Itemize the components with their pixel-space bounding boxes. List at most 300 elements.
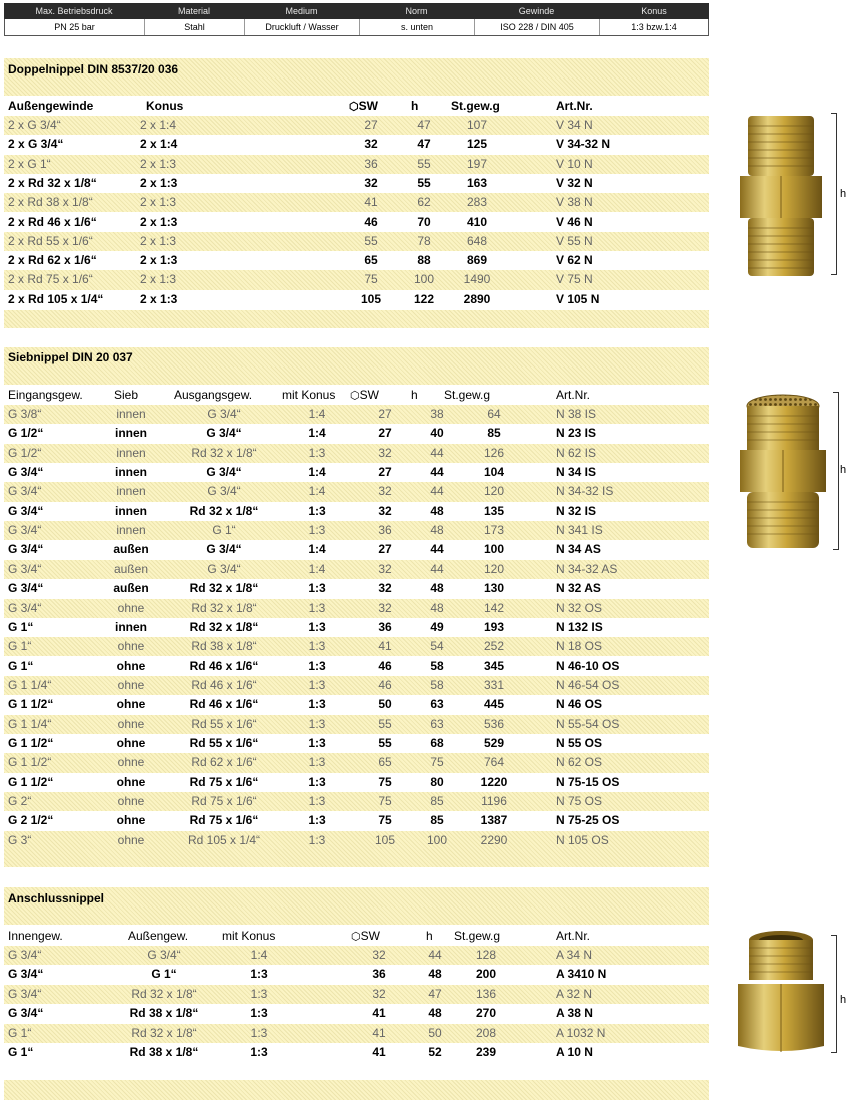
table-cell: 1:3 <box>308 639 326 654</box>
spec-values-row <box>4 19 709 36</box>
table-cell: 135 <box>483 503 505 518</box>
table-cell: ohne <box>116 697 146 712</box>
table-cell: 32 <box>378 445 392 460</box>
table-cell: G 2 1/2“ <box>8 813 54 828</box>
table-cell: 85 <box>430 794 444 808</box>
table-row <box>4 831 709 850</box>
table-cell: 58 <box>430 677 444 692</box>
table-cell: 48 <box>430 523 444 538</box>
table-cell: 44 <box>430 445 444 460</box>
table-cell: 1:4 <box>308 465 326 480</box>
table-cell: 55 <box>378 716 392 731</box>
table-row <box>4 521 709 540</box>
table-cell: G 3/4“ <box>206 465 242 480</box>
table-row <box>4 155 709 174</box>
table-cell: 47 <box>428 986 442 1001</box>
table-cell: 1:3 <box>308 794 326 808</box>
table-cell: G 3/4“ <box>8 503 44 518</box>
table-cell: Rd 55 x 1/6“ <box>191 716 257 731</box>
table-cell: 2 x 1:4 <box>140 137 178 152</box>
table-cell: 239 <box>475 1045 497 1059</box>
col-header-sw: ⬡SW <box>350 388 379 402</box>
col-header: h <box>411 388 418 402</box>
table-cell: 41 <box>364 195 378 210</box>
table-cell: innen <box>116 484 146 499</box>
table-cell: V 46 N <box>556 214 593 229</box>
table-cell: 105 <box>360 291 382 306</box>
table-cell: innen <box>115 619 147 634</box>
table-cell: 445 <box>483 697 505 712</box>
col-header: Sieb <box>114 388 139 402</box>
table-cell: N 55 OS <box>556 735 603 750</box>
table-row <box>4 424 709 443</box>
table-cell: 27 <box>364 118 378 132</box>
table-cell: 65 <box>378 755 392 770</box>
table-cell: 44 <box>430 465 444 480</box>
table-cell: 1:3 <box>250 1045 268 1059</box>
table-cell: 1:3 <box>308 774 326 789</box>
table-cell: 200 <box>475 967 497 982</box>
table-cell: A 32 N <box>556 986 593 1001</box>
table-cell: 49 <box>430 619 444 634</box>
spec-header-medium: Medium <box>285 6 318 16</box>
table-cell: 105 <box>374 832 396 847</box>
spec-value-norm: s. unten <box>360 19 475 35</box>
table-cell: 193 <box>483 619 505 634</box>
table-cell: 2 x 1:4 <box>140 118 177 132</box>
section-title-anschlussnippel: Anschlussnippel <box>8 891 105 905</box>
table-cell: N 34-32 IS <box>556 484 614 499</box>
col-header-sw: ⬡SW <box>351 929 380 943</box>
table-cell: A 10 N <box>556 1045 593 1059</box>
table-cell: G 1“ <box>8 619 34 634</box>
table-cell: 85 <box>430 813 444 828</box>
table-cell: N 46 OS <box>556 697 603 712</box>
section-band <box>4 887 709 907</box>
table-cell: 764 <box>483 755 505 770</box>
table-cell: G 3/4“ <box>8 465 44 480</box>
table-cell: 65 <box>364 253 378 268</box>
table-cell: G 1/2“ <box>8 445 42 460</box>
table-cell: 2 x Rd 46 x 1/6“ <box>8 214 97 229</box>
table-cell: 32 <box>364 137 378 152</box>
table-cell: 36 <box>364 156 378 171</box>
table-cell: 48 <box>428 967 442 982</box>
table-cell: 1196 <box>481 794 507 808</box>
table-row <box>4 405 709 424</box>
table-cell: innen <box>116 407 146 421</box>
section-band <box>4 78 709 96</box>
table-cell: 1490 <box>463 272 491 287</box>
table-cell: G 3/8“ <box>8 407 42 421</box>
table-cell: 1:4 <box>308 407 326 421</box>
table-cell: V 38 N <box>556 195 593 210</box>
table-cell: Rd 38 x 1/8“ <box>129 1006 199 1021</box>
table-cell: 130 <box>483 581 505 596</box>
table-cell: 1:3 <box>308 716 326 731</box>
col-header-sw: ⬡SW <box>349 99 378 113</box>
col-header: Art.Nr. <box>556 99 593 113</box>
table-cell: G 3“ <box>8 832 32 847</box>
table-cell: 41 <box>378 639 392 654</box>
table-cell: 2 x G 3/4“ <box>8 137 64 152</box>
table-cell: G 3/4“ <box>147 948 181 962</box>
table-cell: 1:3 <box>308 677 326 692</box>
table-cell: 1387 <box>480 813 508 828</box>
height-dimension-line <box>830 935 837 1053</box>
table-row <box>4 946 709 965</box>
table-cell: V 55 N <box>556 233 593 248</box>
table-row <box>4 811 709 830</box>
table-row <box>4 193 709 212</box>
table-cell: 27 <box>378 465 392 480</box>
table-cell: 1:3 <box>250 986 268 1001</box>
table-cell: 1:3 <box>308 697 326 712</box>
table-cell: N 75-15 OS <box>556 774 620 789</box>
table-cell: G 3/4“ <box>8 542 44 557</box>
table-cell: Rd 46 x 1/6“ <box>189 697 259 712</box>
spec-value-material: Stahl <box>145 19 245 35</box>
table-cell: 1:3 <box>308 619 326 634</box>
table-row <box>4 1004 709 1023</box>
height-label: h <box>840 188 847 200</box>
anschluss-table-header <box>4 929 709 947</box>
table-cell: 88 <box>417 253 431 268</box>
table-cell: 1:4 <box>250 948 268 962</box>
table-cell: 2 x Rd 55 x 1/6“ <box>8 233 93 248</box>
table-cell: G 3/4“ <box>207 561 241 576</box>
spec-header-material: Material <box>177 6 210 16</box>
table-row <box>4 734 709 753</box>
table-cell: 2 x 1:3 <box>140 253 178 268</box>
table-cell: 75 <box>430 755 444 770</box>
table-cell: G 1 1/2“ <box>8 755 52 770</box>
table-cell: 2 x Rd 62 x 1/6“ <box>8 253 97 268</box>
table-cell: A 1032 N <box>556 1025 606 1040</box>
table-cell: G 3/4“ <box>8 1006 44 1021</box>
table-cell: 2 x G 1“ <box>8 156 51 171</box>
table-cell: N 55-54 OS <box>556 716 620 731</box>
table-row <box>4 174 709 193</box>
table-cell: 120 <box>483 561 505 576</box>
table-cell: N 18 OS <box>556 639 603 654</box>
table-cell: ohne <box>117 716 145 731</box>
table-cell: G 3/4“ <box>207 407 241 421</box>
table-row <box>4 637 709 656</box>
spec-header-cone: Konus <box>641 6 667 16</box>
table-cell: 1220 <box>480 774 508 789</box>
table-cell: Rd 32 x 1/8“ <box>191 445 257 460</box>
table-row <box>4 213 709 232</box>
doppel-table-header <box>4 99 709 117</box>
table-cell: 173 <box>483 523 505 538</box>
table-cell: N 46-10 OS <box>556 658 620 673</box>
table-cell: 62 <box>417 195 431 210</box>
table-cell: 869 <box>466 253 488 268</box>
col-header: Art.Nr. <box>556 388 591 402</box>
table-row <box>4 579 709 598</box>
table-cell: 120 <box>483 484 505 499</box>
table-cell: 197 <box>466 156 488 171</box>
anschlussnippel-photo <box>734 928 828 1058</box>
section-band <box>4 907 709 925</box>
table-cell: 63 <box>430 716 444 731</box>
table-cell: Rd 46 x 1/6“ <box>191 677 257 692</box>
table-cell: 128 <box>475 948 497 962</box>
table-row <box>4 965 709 984</box>
hexagon-icon: ⬡ <box>349 101 359 113</box>
table-cell: innen <box>115 503 147 518</box>
col-header: Innengew. <box>8 929 63 943</box>
table-cell: 136 <box>475 986 497 1001</box>
table-cell: G 3/4“ <box>206 542 242 557</box>
table-cell: 2 x Rd 38 x 1/8“ <box>8 195 93 210</box>
table-cell: 80 <box>430 774 444 789</box>
table-cell: 142 <box>483 600 505 615</box>
table-row <box>4 792 709 811</box>
table-cell: 41 <box>372 1025 386 1040</box>
table-cell: 38 <box>430 407 444 421</box>
table-cell: N 34-32 AS <box>556 561 618 576</box>
table-cell: 36 <box>372 967 386 982</box>
table-row <box>4 270 709 289</box>
table-cell: N 105 OS <box>556 832 609 847</box>
spec-header-table <box>4 3 709 37</box>
col-header: St.gew.g <box>444 388 491 402</box>
table-row <box>4 444 709 463</box>
table-cell: 48 <box>430 503 444 518</box>
table-cell: 100 <box>426 832 448 847</box>
table-cell: V 10 N <box>556 156 593 171</box>
spec-header-pressure: Max. Betriebsdruck <box>35 6 113 16</box>
sieb-table-header <box>4 388 709 406</box>
table-cell: 1:3 <box>308 523 326 538</box>
table-cell: 1:4 <box>308 561 326 576</box>
table-cell: N 75-25 OS <box>556 813 620 828</box>
section-title-doppelnippel: Doppelnippel DIN 8537/20 036 <box>8 62 179 76</box>
table-row <box>4 618 709 637</box>
col-header: h <box>426 929 433 943</box>
table-cell: 1:3 <box>308 581 326 596</box>
table-cell: 32 <box>364 175 378 190</box>
table-cell: 36 <box>378 523 392 538</box>
table-cell: N 38 IS <box>556 407 597 421</box>
table-row <box>4 251 709 270</box>
table-cell: V 32 N <box>556 175 593 190</box>
table-cell: 32 <box>378 484 392 499</box>
table-cell: 46 <box>378 658 392 673</box>
section-band <box>4 1080 709 1100</box>
table-row <box>4 482 709 501</box>
table-cell: 36 <box>378 619 392 634</box>
table-cell: G 1 1/4“ <box>8 716 52 731</box>
table-cell: 52 <box>428 1045 442 1059</box>
table-cell: 32 <box>378 503 392 518</box>
table-cell: ohne <box>117 600 145 615</box>
table-cell: Rd 75 x 1/6“ <box>189 813 259 828</box>
table-cell: 27 <box>378 407 392 421</box>
table-cell: Rd 32 x 1/8“ <box>191 600 257 615</box>
table-cell: 125 <box>466 137 488 152</box>
table-cell: 2 x 1:3 <box>140 195 177 210</box>
table-cell: ohne <box>117 677 145 692</box>
table-cell: N 32 OS <box>556 600 603 615</box>
spec-value-medium: Druckluft / Wasser <box>245 19 360 35</box>
table-cell: 2 x Rd 105 x 1/4“ <box>8 291 104 306</box>
table-cell: Rd 75 x 1/6“ <box>189 774 259 789</box>
table-cell: ohne <box>117 755 145 770</box>
table-cell: N 46-54 OS <box>556 677 620 692</box>
table-cell: 44 <box>430 542 444 557</box>
hexagon-icon: ⬡ <box>351 931 361 943</box>
table-cell: Rd 32 x 1/8“ <box>131 986 197 1001</box>
table-cell: 107 <box>466 118 488 132</box>
section-band <box>4 367 709 385</box>
table-cell: ohne <box>117 794 145 808</box>
section-title-siebnippel: Siebnippel DIN 20 037 <box>8 350 133 364</box>
table-cell: 55 <box>364 233 378 248</box>
table-cell: 2 x 1:3 <box>140 214 178 229</box>
spec-value-thread: ISO 228 / DIN 405 <box>475 19 600 35</box>
table-cell: G 1 1/2“ <box>8 735 54 750</box>
table-cell: G 1“ <box>151 967 177 982</box>
col-header: mit Konus <box>222 929 276 943</box>
table-cell: G 3/4“ <box>8 967 44 982</box>
table-cell: außen <box>113 542 149 557</box>
table-cell: 2 x 1:3 <box>140 156 177 171</box>
table-cell: Rd 38 x 1/8“ <box>129 1045 199 1059</box>
table-cell: 32 <box>372 986 386 1001</box>
table-cell: G 3/4“ <box>8 523 42 538</box>
table-cell: Rd 32 x 1/8“ <box>189 619 259 634</box>
table-cell: V 34 N <box>556 118 593 132</box>
col-header: Außengew. <box>128 929 189 943</box>
table-cell: 63 <box>430 697 444 712</box>
col-header: Ausgangsgew. <box>174 388 253 402</box>
table-cell: 32 <box>378 581 392 596</box>
table-cell: 270 <box>475 1006 497 1021</box>
table-cell: Rd 46 x 1/6“ <box>189 658 259 673</box>
table-row <box>4 116 709 135</box>
table-cell: G 3/4“ <box>8 561 42 576</box>
table-cell: Rd 55 x 1/6“ <box>189 735 259 750</box>
table-cell: G 3/4“ <box>8 948 42 962</box>
col-header: St.gew.g <box>454 929 501 943</box>
table-cell: G 1 1/2“ <box>8 697 54 712</box>
table-cell: G 1 1/2“ <box>8 774 54 789</box>
table-row <box>4 657 709 676</box>
col-header: St.gew.g <box>451 99 500 113</box>
table-cell: A 3410 N <box>556 967 607 982</box>
table-cell: Rd 62 x 1/6“ <box>191 755 257 770</box>
table-cell: 536 <box>483 716 505 731</box>
table-cell: 55 <box>417 175 431 190</box>
table-cell: außen <box>113 581 149 596</box>
table-cell: V 75 N <box>556 272 593 287</box>
table-cell: 40 <box>430 426 444 441</box>
table-row <box>4 753 709 772</box>
table-cell: 27 <box>378 542 392 557</box>
table-cell: G 1“ <box>8 1025 32 1040</box>
hexagon-icon: ⬡ <box>350 390 360 402</box>
table-cell: 1:4 <box>308 542 326 557</box>
table-row <box>4 695 709 714</box>
table-cell: innen <box>115 465 147 480</box>
table-cell: 2 x Rd 32 x 1/8“ <box>8 175 97 190</box>
table-cell: Rd 32 x 1/8“ <box>131 1025 197 1040</box>
table-cell: ohne <box>117 832 145 847</box>
table-cell: 32 <box>378 561 392 576</box>
table-cell: 122 <box>413 291 435 306</box>
table-cell: 1:4 <box>308 484 326 499</box>
table-cell: 48 <box>430 581 444 596</box>
height-label: h <box>840 464 847 476</box>
table-cell: 32 <box>378 600 392 615</box>
table-cell: 208 <box>475 1025 497 1040</box>
height-dimension-line <box>832 392 839 550</box>
table-cell: innen <box>116 523 146 538</box>
table-cell: G 3/4“ <box>8 986 42 1001</box>
table-cell: 2890 <box>463 291 491 306</box>
siebnippel-photo <box>738 392 828 552</box>
table-cell: 1:3 <box>308 445 326 460</box>
table-cell: 163 <box>466 175 488 190</box>
table-cell: G 1“ <box>8 639 32 654</box>
table-cell: 41 <box>372 1045 386 1059</box>
table-cell: N 62 IS <box>556 445 597 460</box>
col-header: mit Konus <box>282 388 336 402</box>
table-cell: 68 <box>430 735 444 750</box>
table-cell: 48 <box>428 1006 442 1021</box>
table-cell: ohne <box>116 813 146 828</box>
table-row <box>4 599 709 618</box>
table-cell: G 3/4“ <box>8 600 42 615</box>
table-cell: G 3/4“ <box>207 484 241 499</box>
table-row <box>4 560 709 579</box>
table-cell: 47 <box>417 137 431 152</box>
table-cell: N 34 AS <box>556 542 601 557</box>
table-cell: 75 <box>378 774 392 789</box>
table-cell: 1:3 <box>308 658 326 673</box>
col-header: Eingangsgew. <box>8 388 83 402</box>
table-cell: 50 <box>378 697 392 712</box>
spec-header-thread: Gewinde <box>518 6 555 16</box>
table-cell: 1:3 <box>308 832 326 847</box>
table-cell: 2 x 1:3 <box>140 233 177 248</box>
table-cell: 2 x 1:3 <box>140 175 178 190</box>
table-cell: 47 <box>417 118 431 132</box>
table-cell: 55 <box>378 735 392 750</box>
table-cell: N 32 AS <box>556 581 601 596</box>
col-header: Art.Nr. <box>556 929 591 943</box>
table-cell: 50 <box>428 1025 442 1040</box>
table-cell: N 23 IS <box>556 426 597 441</box>
table-cell: 44 <box>428 948 442 962</box>
table-cell: 64 <box>487 407 501 421</box>
table-row <box>4 540 709 559</box>
table-cell: 2 x Rd 75 x 1/6“ <box>8 272 93 287</box>
table-cell: ohne <box>116 774 146 789</box>
table-cell: N 341 IS <box>556 523 603 538</box>
section-band <box>4 310 709 328</box>
table-cell: Rd 38 x 1/8“ <box>191 639 257 654</box>
table-cell: 75 <box>378 794 392 808</box>
table-cell: N 34 IS <box>556 465 597 480</box>
table-cell: 2 x G 3/4“ <box>8 118 61 132</box>
table-cell: ohne <box>116 735 146 750</box>
table-row <box>4 502 709 521</box>
table-cell: 32 <box>372 948 386 962</box>
